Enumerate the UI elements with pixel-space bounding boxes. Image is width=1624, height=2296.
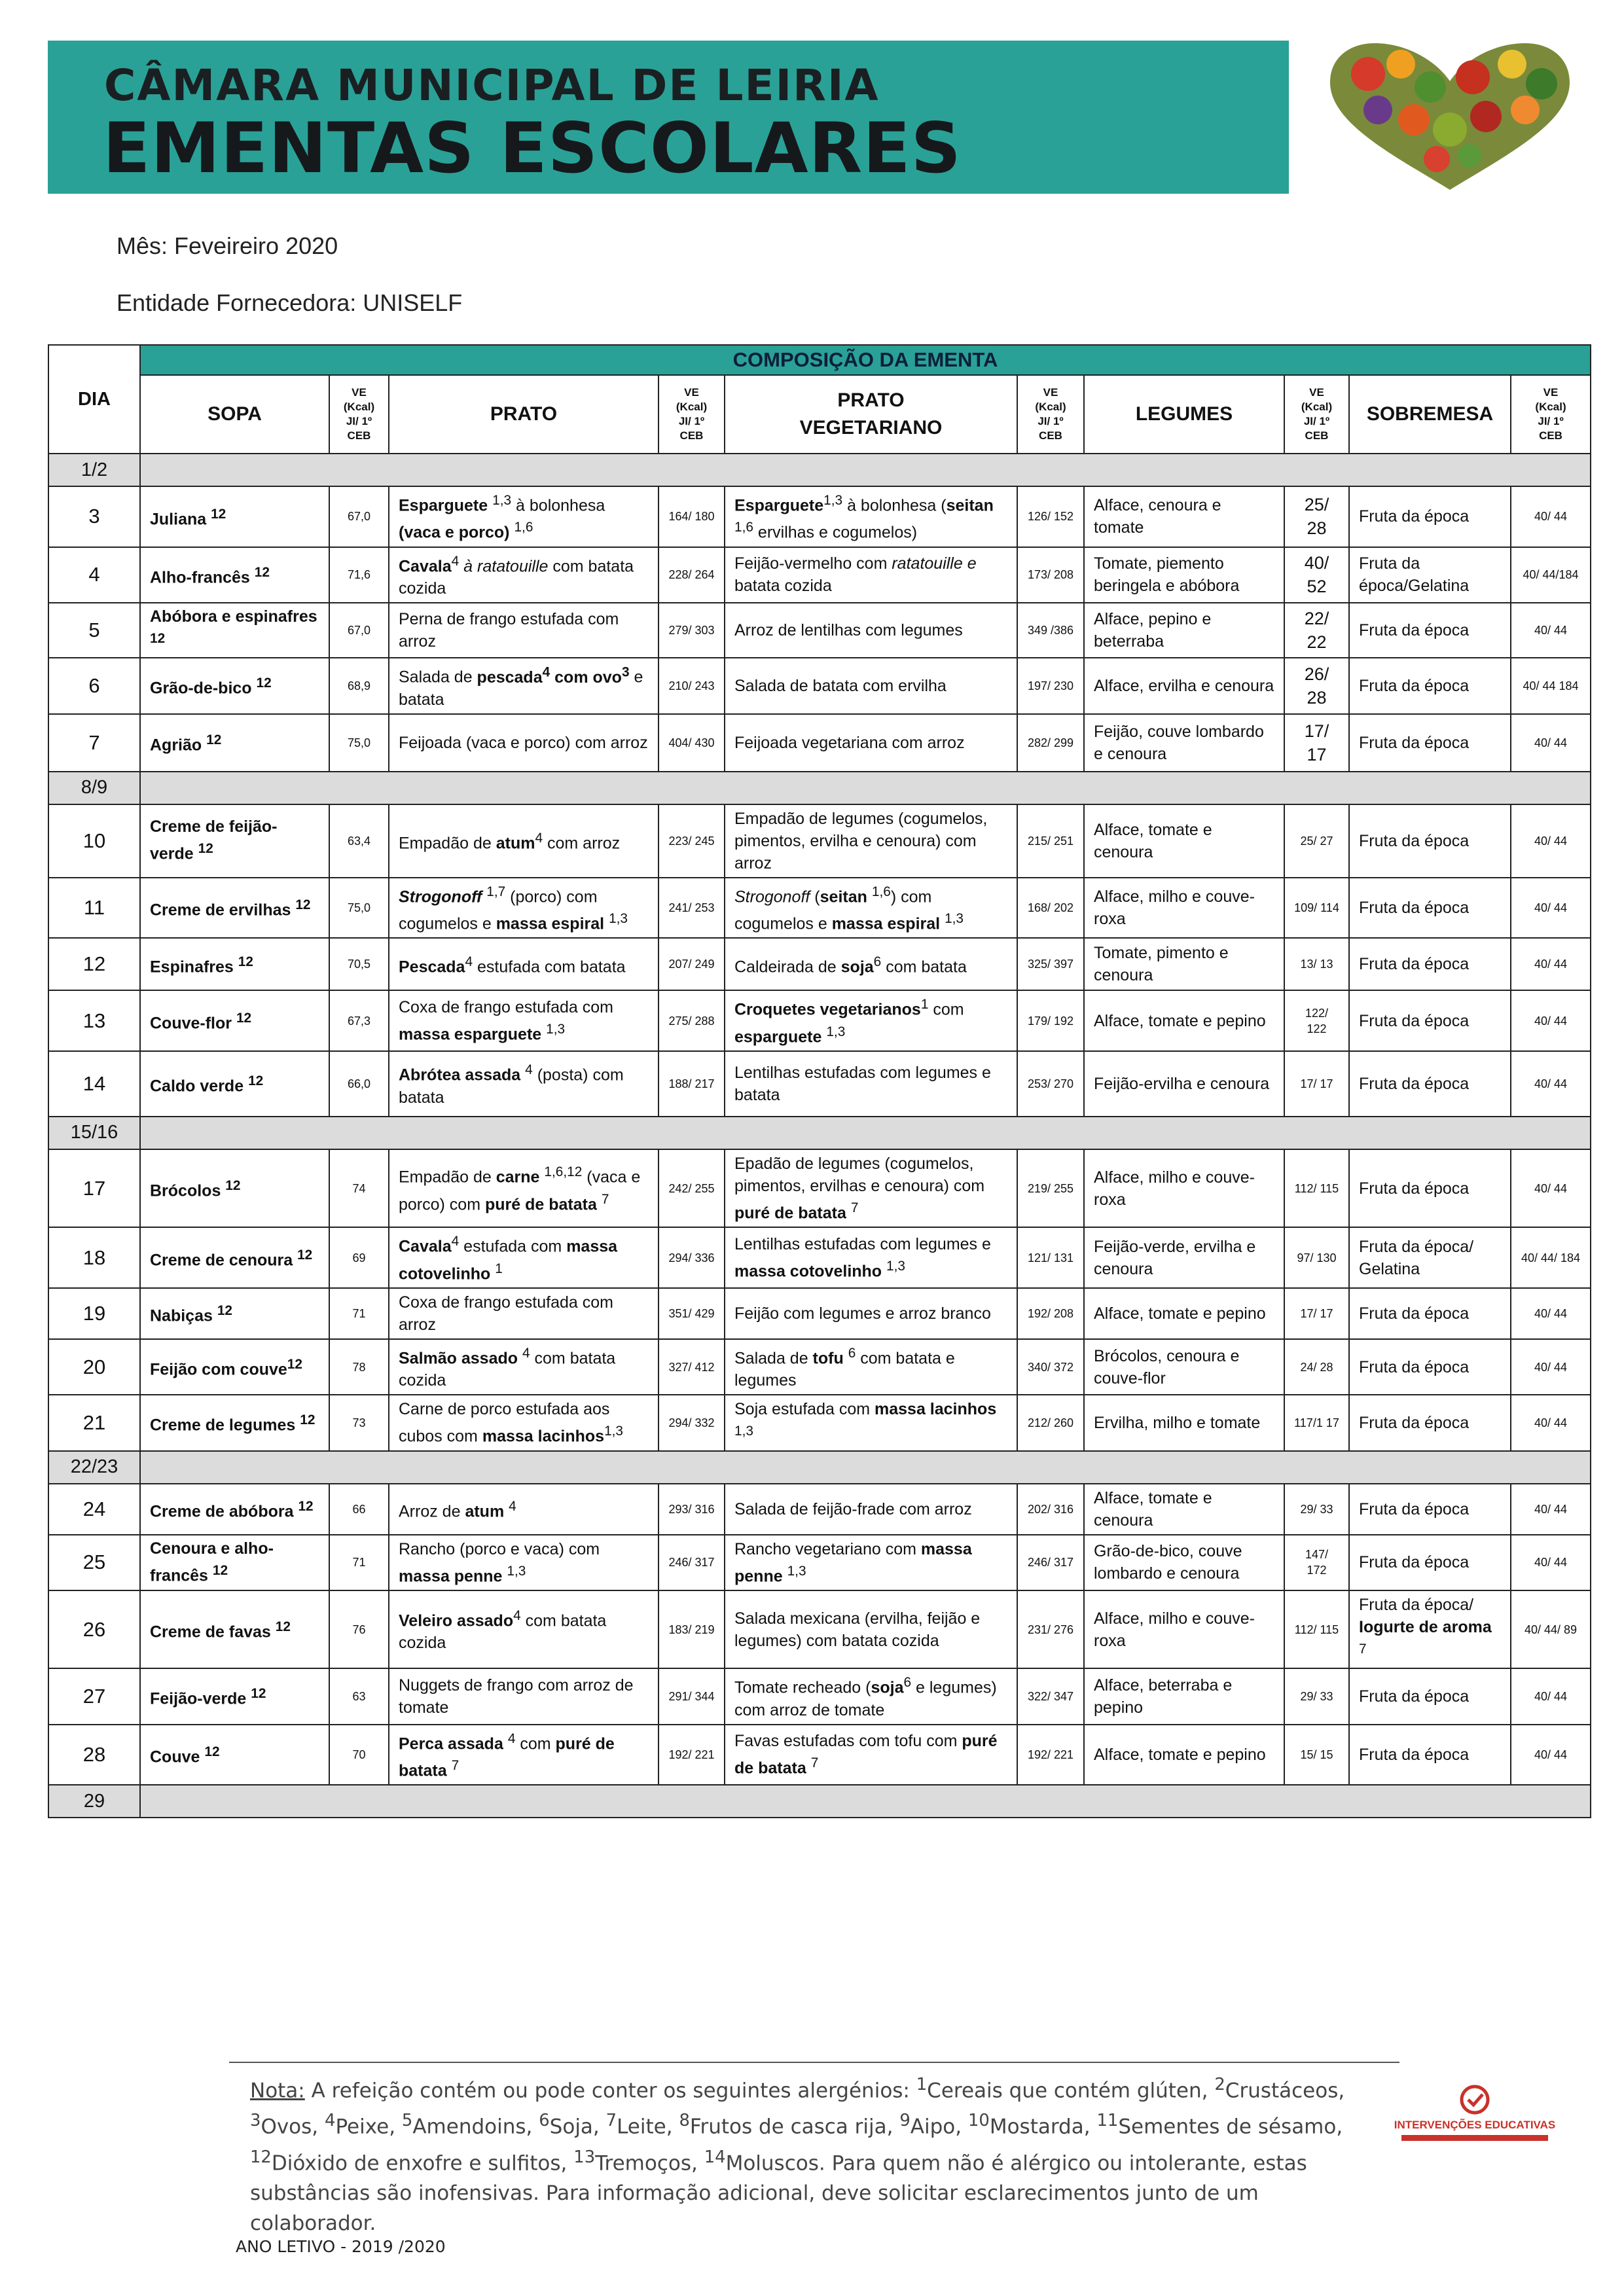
- day-cell: 6: [48, 658, 140, 713]
- sopa-kcal-cell: 63,4: [329, 804, 389, 878]
- sopa-kcal-cell: 67,3: [329, 990, 389, 1051]
- prato-kcal-cell: 404/ 430: [659, 714, 725, 772]
- vegetariano-cell: Empadão de legumes (cogumelos, pimentos, ervilha e cenoura) com arroz: [725, 804, 1017, 878]
- sobremesa-cell: Fruta da época: [1349, 1535, 1511, 1590]
- day-cell: 26: [48, 1590, 140, 1668]
- prato-kcal-cell: 291/ 344: [659, 1668, 725, 1724]
- col-sopa: SOPA: [140, 375, 329, 454]
- menu-row-day-24: [48, 1484, 1591, 1535]
- sopa-kcal-cell: 69: [329, 1227, 389, 1288]
- logo-text: INTERVENÇÕES EDUCATIVAS: [1394, 2119, 1556, 2131]
- legumes-cell: Alface, tomate e pepino: [1084, 990, 1284, 1051]
- sopa-kcal-cell: 76: [329, 1590, 389, 1668]
- vegetariano-kcal-cell: 212/ 260: [1017, 1395, 1084, 1450]
- sobremesa-cell: Fruta da época: [1349, 1339, 1511, 1395]
- day-cell: 24: [48, 1484, 140, 1535]
- vegetariano-kcal-cell: 179/ 192: [1017, 990, 1084, 1051]
- vegetariano-cell: Arroz de lentilhas com legumes: [725, 603, 1017, 658]
- vegetariano-cell: Croquetes vegetarianos$^1$ com esparguete $^{1,3}$: [725, 990, 1017, 1051]
- sopa-kcal-cell: 70: [329, 1725, 389, 1785]
- menu-row-day-21: [48, 1395, 1591, 1450]
- menu-row-day-5: [48, 603, 1591, 658]
- legumes-kcal-cell: 17/ 17: [1284, 1051, 1349, 1117]
- col-dia: DIA: [48, 345, 140, 454]
- page-title: EMENTAS ESCOLARES: [103, 108, 962, 188]
- composition-title: COMPOSIÇÃO DA EMENTA: [140, 345, 1591, 375]
- week-filler: [140, 454, 1591, 486]
- col-ve-sobremesa: VE (Kcal) JI/ 1º CEB: [1511, 375, 1591, 454]
- legumes-kcal-cell: 122/ 122: [1284, 990, 1349, 1051]
- legumes-cell: Brócolos, cenoura e couve-flor: [1084, 1339, 1284, 1395]
- week-label: 1/2: [48, 454, 140, 486]
- menu-row-day-13: [48, 990, 1591, 1051]
- legumes-cell: Alface, tomate e pepino: [1084, 1288, 1284, 1339]
- sobremesa-cell: Fruta da época: [1349, 1149, 1511, 1227]
- legumes-kcal-cell: 112/ 115: [1284, 1149, 1349, 1227]
- menu-row-day-14: [48, 1051, 1591, 1117]
- week-separator-row: [48, 1785, 1591, 1818]
- legumes-cell: Alface, tomate e pepino: [1084, 1725, 1284, 1785]
- legumes-kcal-cell: 25/ 27: [1284, 804, 1349, 878]
- vegetariano-kcal-cell: 192/ 221: [1017, 1725, 1084, 1785]
- prato-cell: Cavala$^4$ estufada com massa cotovelinho $^1$: [389, 1227, 659, 1288]
- vegetariano-kcal-cell: 121/ 131: [1017, 1227, 1084, 1288]
- sopa-cell: Feijão-verde $^{12}$: [140, 1668, 329, 1724]
- prato-cell: Empadão de atum$^4$ com arroz: [389, 804, 659, 878]
- sopa-kcal-cell: 66,0: [329, 1051, 389, 1117]
- legumes-kcal-cell: 13/ 13: [1284, 938, 1349, 990]
- vegetariano-cell: Epadão de legumes (cogumelos, pimentos, ervilhas e cenoura) com puré de batata $^7$: [725, 1149, 1017, 1227]
- day-cell: 17: [48, 1149, 140, 1227]
- sopa-kcal-cell: 63: [329, 1668, 389, 1724]
- day-cell: 14: [48, 1051, 140, 1117]
- vegetariano-cell: Lentilhas estufadas com legumes e massa cotovelinho $^{1,3}$: [725, 1227, 1017, 1288]
- menu-row-day-26: [48, 1590, 1591, 1668]
- menu-row-day-12: [48, 938, 1591, 990]
- vegetariano-cell: Feijão-vermelho com ratatouille e batata cozida: [725, 547, 1017, 603]
- week-separator-row: [48, 1451, 1591, 1484]
- sobremesa-cell: Fruta da época: [1349, 603, 1511, 658]
- menu-row-day-11: [48, 878, 1591, 939]
- prato-kcal-cell: 188/ 217: [659, 1051, 725, 1117]
- prato-kcal-cell: 294/ 332: [659, 1395, 725, 1450]
- sopa-cell: Agrião $^{12}$: [140, 714, 329, 772]
- prato-cell: Esparguete $^{1,3}$ à bolonhesa (vaca e porco) $^{1,6}$: [389, 486, 659, 547]
- header-banner: [48, 41, 1289, 194]
- menu-row-day-3: [48, 486, 1591, 547]
- menu-row-day-4: [48, 547, 1591, 603]
- vegetariano-cell: Rancho vegetariano com massa penne $^{1,3}$: [725, 1535, 1017, 1590]
- col-prato-vegetariano: PRATO VEGETARIANO: [725, 375, 1017, 454]
- legumes-cell: Alface, milho e couve-roxa: [1084, 1590, 1284, 1668]
- vegetariano-kcal-cell: 219/ 255: [1017, 1149, 1084, 1227]
- prato-cell: Nuggets de frango com arroz de tomate: [389, 1668, 659, 1724]
- vegetariano-kcal-cell: 202/ 316: [1017, 1484, 1084, 1535]
- prato-kcal-cell: 192/ 221: [659, 1725, 725, 1785]
- sopa-cell: Creme de feijão-verde $^{12}$: [140, 804, 329, 878]
- vegetariano-kcal-cell: 126/ 152: [1017, 486, 1084, 547]
- menu-table: [48, 344, 1591, 1818]
- sopa-kcal-cell: 68,9: [329, 658, 389, 713]
- day-cell: 3: [48, 486, 140, 547]
- prato-cell: Abrótea assada $^4$ (posta) com batata: [389, 1051, 659, 1117]
- legumes-kcal-cell: 147/ 172: [1284, 1535, 1349, 1590]
- week-filler: [140, 1785, 1591, 1818]
- sobremesa-kcal-cell: 40/ 44/ 184: [1511, 1227, 1591, 1288]
- menu-row-day-20: [48, 1339, 1591, 1395]
- sobremesa-kcal-cell: 40/ 44: [1511, 714, 1591, 772]
- prato-cell: Arroz de atum $^4$: [389, 1484, 659, 1535]
- legumes-kcal-cell: 22/ 22: [1284, 603, 1349, 658]
- prato-kcal-cell: 246/ 317: [659, 1535, 725, 1590]
- prato-kcal-cell: 279/ 303: [659, 603, 725, 658]
- vegetable-heart-image: [1316, 38, 1584, 195]
- prato-cell: Salada de pescada$^4$ com ovo$^3$ e batata: [389, 658, 659, 713]
- sobremesa-cell: Fruta da época: [1349, 1484, 1511, 1535]
- school-year: ANO LETIVO - 2019 /2020: [236, 2237, 446, 2256]
- sopa-kcal-cell: 75,0: [329, 878, 389, 939]
- sobremesa-kcal-cell: 40/ 44: [1511, 1288, 1591, 1339]
- allergen-note: Nota: A refeição contém ou pode conter os seguintes alergénios: $^1$Cereais que contém glúten, $^2$Crustáceos, $^3$Ovos, $^4$Peixe, $^5$Amendoins, $^6$Soja, $^7$Leite, $^8$Frutos de casca rija, $^9$Aipo, $^{10}$Mostarda, $^{11}$Sementes de sésamo, $^{12}$Dióxido de enxofre e sulfitos, $^{13}$Tremoços, $^{14}$Moluscos. Para quem não é alérgico ou intolerante, estas substâncias são inofensivas. Para informação adicional, deve solicitar esclarecimentos junto de um colaborador.: [250, 2075, 1345, 2235]
- sobremesa-cell: Fruta da época: [1349, 878, 1511, 939]
- prato-cell: Coxa de frango estufada com massa esparguete $^{1,3}$: [389, 990, 659, 1051]
- prato-cell: Pescada$^4$ estufada com batata: [389, 938, 659, 990]
- legumes-cell: Alface, beterraba e pepino: [1084, 1668, 1284, 1724]
- day-cell: 20: [48, 1339, 140, 1395]
- sobremesa-kcal-cell: 40/ 44: [1511, 878, 1591, 939]
- legumes-kcal-cell: 40/ 52: [1284, 547, 1349, 603]
- legumes-cell: Feijão, couve lombardo e cenoura: [1084, 714, 1284, 772]
- legumes-kcal-cell: 29/ 33: [1284, 1484, 1349, 1535]
- sopa-cell: Creme de abóbora $^{12}$: [140, 1484, 329, 1535]
- sobremesa-kcal-cell: 40/ 44: [1511, 1725, 1591, 1785]
- day-cell: 12: [48, 938, 140, 990]
- col-ve-vegetariano: VE (Kcal) JI/ 1º CEB: [1017, 375, 1084, 454]
- sobremesa-kcal-cell: 40/ 44 184: [1511, 658, 1591, 713]
- day-cell: 11: [48, 878, 140, 939]
- sobremesa-kcal-cell: 40/ 44: [1511, 1535, 1591, 1590]
- sopa-kcal-cell: 70,5: [329, 938, 389, 990]
- sobremesa-cell: Fruta da época: [1349, 990, 1511, 1051]
- week-label: 15/16: [48, 1117, 140, 1149]
- week-filler: [140, 1117, 1591, 1149]
- sobremesa-cell: Fruta da época: [1349, 938, 1511, 990]
- vegetariano-cell: Salada de feijão-frade com arroz: [725, 1484, 1017, 1535]
- sopa-cell: Creme de ervilhas $^{12}$: [140, 878, 329, 939]
- day-cell: 21: [48, 1395, 140, 1450]
- week-label: 8/9: [48, 772, 140, 804]
- day-cell: 5: [48, 603, 140, 658]
- vegetariano-cell: Feijoada vegetariana com arroz: [725, 714, 1017, 772]
- sopa-kcal-cell: 74: [329, 1149, 389, 1227]
- vegetariano-cell: Lentilhas estufadas com legumes e batata: [725, 1051, 1017, 1117]
- legumes-cell: Alface, milho e couve-roxa: [1084, 1149, 1284, 1227]
- legumes-cell: Feijão-verde, ervilha e cenoura: [1084, 1227, 1284, 1288]
- sobremesa-cell: Fruta da época: [1349, 1288, 1511, 1339]
- prato-cell: Coxa de frango estufada com arroz: [389, 1288, 659, 1339]
- prato-cell: Veleiro assado$^4$ com batata cozida: [389, 1590, 659, 1668]
- sopa-cell: Brócolos $^{12}$: [140, 1149, 329, 1227]
- prato-cell: Cavala$^4$ à ratatouille com batata cozida: [389, 547, 659, 603]
- prato-kcal-cell: 228/ 264: [659, 547, 725, 603]
- sobremesa-cell: Fruta da época: [1349, 804, 1511, 878]
- sopa-kcal-cell: 78: [329, 1339, 389, 1395]
- sopa-cell: Feijão com couve$^{12}$: [140, 1339, 329, 1395]
- sopa-kcal-cell: 67,0: [329, 486, 389, 547]
- legumes-kcal-cell: 97/ 130: [1284, 1227, 1349, 1288]
- vegetariano-cell: Strogonoff (seitan $^{1,6}$) com cogumelos e massa espiral $^{1,3}$: [725, 878, 1017, 939]
- prato-cell: Empadão de carne $^{1,6,12}$ (vaca e porco) com puré de batata $^7$: [389, 1149, 659, 1227]
- menu-row-day-7: [48, 714, 1591, 772]
- vegetariano-kcal-cell: 322/ 347: [1017, 1668, 1084, 1724]
- vegetariano-cell: Salada mexicana (ervilha, feijão e legumes) com batata cozida: [725, 1590, 1017, 1668]
- sopa-kcal-cell: 75,0: [329, 714, 389, 772]
- sopa-kcal-cell: 71: [329, 1535, 389, 1590]
- day-cell: 18: [48, 1227, 140, 1288]
- prato-cell: Salmão assado $^4$ com batata cozida: [389, 1339, 659, 1395]
- sopa-kcal-cell: 66: [329, 1484, 389, 1535]
- sobremesa-cell: Fruta da época: [1349, 714, 1511, 772]
- sobremesa-kcal-cell: 40/ 44: [1511, 1484, 1591, 1535]
- sobremesa-cell: Fruta da época: [1349, 486, 1511, 547]
- sopa-cell: Alho-francês $^{12}$: [140, 547, 329, 603]
- week-label: 29: [48, 1785, 140, 1818]
- sopa-cell: Creme de cenoura $^{12}$: [140, 1227, 329, 1288]
- vegetariano-kcal-cell: 215/ 251: [1017, 804, 1084, 878]
- sobremesa-kcal-cell: 40/ 44: [1511, 990, 1591, 1051]
- intervencoes-educativas-logo: [1390, 2083, 1560, 2145]
- prato-kcal-cell: 293/ 316: [659, 1484, 725, 1535]
- legumes-kcal-cell: 117/1 17: [1284, 1395, 1349, 1450]
- week-separator-row: [48, 772, 1591, 804]
- week-label: 22/23: [48, 1451, 140, 1484]
- sobremesa-kcal-cell: 40/ 44: [1511, 938, 1591, 990]
- vegetariano-cell: Soja estufada com massa lacinhos $^{1,3}$: [725, 1395, 1017, 1450]
- prato-kcal-cell: 275/ 288: [659, 990, 725, 1051]
- prato-cell: Perna de frango estufada com arroz: [389, 603, 659, 658]
- vegetariano-kcal-cell: 325/ 397: [1017, 938, 1084, 990]
- col-legumes: LEGUMES: [1084, 375, 1284, 454]
- day-cell: 10: [48, 804, 140, 878]
- prato-kcal-cell: 207/ 249: [659, 938, 725, 990]
- sobremesa-cell: Fruta da época: [1349, 1395, 1511, 1450]
- sopa-kcal-cell: 73: [329, 1395, 389, 1450]
- day-cell: 28: [48, 1725, 140, 1785]
- sobremesa-kcal-cell: 40/ 44: [1511, 1668, 1591, 1724]
- legumes-cell: Ervilha, milho e tomate: [1084, 1395, 1284, 1450]
- legumes-kcal-cell: 17/ 17: [1284, 714, 1349, 772]
- week-filler: [140, 1451, 1591, 1484]
- sobremesa-kcal-cell: 40/ 44: [1511, 1395, 1591, 1450]
- legumes-cell: Feijão-ervilha e cenoura: [1084, 1051, 1284, 1117]
- vegetariano-cell: Caldeirada de soja$^6$ com batata: [725, 938, 1017, 990]
- legumes-kcal-cell: 29/ 33: [1284, 1668, 1349, 1724]
- sopa-cell: Nabiças $^{12}$: [140, 1288, 329, 1339]
- legumes-cell: Alface, tomate e cenoura: [1084, 804, 1284, 878]
- day-cell: 25: [48, 1535, 140, 1590]
- legumes-kcal-cell: 15/ 15: [1284, 1725, 1349, 1785]
- sobremesa-kcal-cell: 40/ 44: [1511, 603, 1591, 658]
- prato-kcal-cell: 223/ 245: [659, 804, 725, 878]
- sobremesa-kcal-cell: 40/ 44/ 89: [1511, 1590, 1591, 1668]
- sopa-kcal-cell: 67,0: [329, 603, 389, 658]
- vegetariano-kcal-cell: 168/ 202: [1017, 878, 1084, 939]
- vegetariano-kcal-cell: 246/ 317: [1017, 1535, 1084, 1590]
- sobremesa-cell: Fruta da época: [1349, 1725, 1511, 1785]
- sobremesa-kcal-cell: 40/ 44: [1511, 1339, 1591, 1395]
- sobremesa-cell: Fruta da época/ Gelatina: [1349, 1227, 1511, 1288]
- vegetariano-cell: Salada de tofu $^6$ com batata e legumes: [725, 1339, 1017, 1395]
- menu-row-day-27: [48, 1668, 1591, 1724]
- menu-row-day-19: [48, 1288, 1591, 1339]
- sopa-cell: Grão-de-bico $^{12}$: [140, 658, 329, 713]
- sobremesa-kcal-cell: 40/ 44: [1511, 1149, 1591, 1227]
- prato-cell: Rancho (porco e vaca) com massa penne $^{1,3}$: [389, 1535, 659, 1590]
- legumes-cell: Alface, cenoura e tomate: [1084, 486, 1284, 547]
- legumes-kcal-cell: 109/ 114: [1284, 878, 1349, 939]
- day-cell: 13: [48, 990, 140, 1051]
- menu-body: [48, 454, 1591, 1818]
- prato-cell: Perca assada $^4$ com puré de batata $^7$: [389, 1725, 659, 1785]
- sopa-cell: Couve $^{12}$: [140, 1725, 329, 1785]
- menu-row-day-17: [48, 1149, 1591, 1227]
- col-ve-legumes: VE (Kcal) JI/ 1º CEB: [1284, 375, 1349, 454]
- vegetariano-kcal-cell: 192/ 208: [1017, 1288, 1084, 1339]
- sopa-cell: Creme de favas $^{12}$: [140, 1590, 329, 1668]
- menu-row-day-6: [48, 658, 1591, 713]
- month-label: Mês: Feveireiro 2020: [117, 232, 338, 259]
- vegetariano-kcal-cell: 231/ 276: [1017, 1590, 1084, 1668]
- week-separator-row: [48, 454, 1591, 486]
- prato-cell: Feijoada (vaca e porco) com arroz: [389, 714, 659, 772]
- sobremesa-kcal-cell: 40/ 44: [1511, 1051, 1591, 1117]
- prato-kcal-cell: 164/ 180: [659, 486, 725, 547]
- legumes-cell: Alface, milho e couve-roxa: [1084, 878, 1284, 939]
- prato-kcal-cell: 183/ 219: [659, 1590, 725, 1668]
- prato-cell: Carne de porco estufada aos cubos com massa lacinhos$^{1,3}$: [389, 1395, 659, 1450]
- col-ve-prato: VE (Kcal) JI/ 1º CEB: [659, 375, 725, 454]
- vegetariano-cell: Esparguete$^{1,3}$ à bolonhesa (seitan $^{1,6}$ ervilhas e cogumelos): [725, 486, 1017, 547]
- prato-cell: Strogonoff $^{1,7}$ (porco) com cogumelos e massa espiral $^{1,3}$: [389, 878, 659, 939]
- sobremesa-cell: Fruta da época: [1349, 1668, 1511, 1724]
- col-ve-sopa: VE (Kcal) JI/ 1º CEB: [329, 375, 389, 454]
- vegetariano-kcal-cell: 340/ 372: [1017, 1339, 1084, 1395]
- sopa-cell: Abóbora e espinafres $^{12}$: [140, 603, 329, 658]
- sobremesa-cell: Fruta da época: [1349, 658, 1511, 713]
- legumes-cell: Alface, ervilha e cenoura: [1084, 658, 1284, 713]
- week-separator-row: [48, 1117, 1591, 1149]
- legumes-cell: Tomate, piemento beringela e abóbora: [1084, 547, 1284, 603]
- sopa-cell: Creme de legumes $^{12}$: [140, 1395, 329, 1450]
- sopa-cell: Caldo verde $^{12}$: [140, 1051, 329, 1117]
- prato-kcal-cell: 210/ 243: [659, 658, 725, 713]
- legumes-cell: Alface, tomate e cenoura: [1084, 1484, 1284, 1535]
- vegetariano-cell: Tomate recheado (soja$^6$ e legumes) com arroz de tomate: [725, 1668, 1017, 1724]
- prato-kcal-cell: 351/ 429: [659, 1288, 725, 1339]
- legumes-kcal-cell: 26/ 28: [1284, 658, 1349, 713]
- sobremesa-cell: Fruta da época/ Iogurte de aroma $^7$: [1349, 1590, 1511, 1668]
- legumes-cell: Tomate, pimento e cenoura: [1084, 938, 1284, 990]
- prato-kcal-cell: 242/ 255: [659, 1149, 725, 1227]
- sopa-cell: Couve-flor $^{12}$: [140, 990, 329, 1051]
- day-cell: 7: [48, 714, 140, 772]
- prato-kcal-cell: 241/ 253: [659, 878, 725, 939]
- menu-row-day-10: [48, 804, 1591, 878]
- vegetariano-kcal-cell: 349 /386: [1017, 603, 1084, 658]
- vegetariano-kcal-cell: 282/ 299: [1017, 714, 1084, 772]
- sopa-kcal-cell: 71,6: [329, 547, 389, 603]
- prato-kcal-cell: 327/ 412: [659, 1339, 725, 1395]
- sopa-cell: Cenoura e alho-francês $^{12}$: [140, 1535, 329, 1590]
- sobremesa-cell: Fruta da época: [1349, 1051, 1511, 1117]
- legumes-cell: Grão-de-bico, couve lombardo e cenoura: [1084, 1535, 1284, 1590]
- sobremesa-kcal-cell: 40/ 44/184: [1511, 547, 1591, 603]
- menu-row-day-28: [48, 1725, 1591, 1785]
- week-filler: [140, 772, 1591, 804]
- legumes-kcal-cell: 25/ 28: [1284, 486, 1349, 547]
- col-prato: PRATO: [389, 375, 659, 454]
- menu-row-day-25: [48, 1535, 1591, 1590]
- sopa-cell: Juliana $^{12}$: [140, 486, 329, 547]
- note-divider: [229, 2062, 1399, 2063]
- day-cell: 4: [48, 547, 140, 603]
- sopa-kcal-cell: 71: [329, 1288, 389, 1339]
- supplier-label: Entidade Fornecedora: UNISELF: [117, 289, 463, 316]
- prato-kcal-cell: 294/ 336: [659, 1227, 725, 1288]
- legumes-cell: Alface, pepino e beterraba: [1084, 603, 1284, 658]
- vegetariano-cell: Feijão com legumes e arroz branco: [725, 1288, 1017, 1339]
- vegetariano-kcal-cell: 253/ 270: [1017, 1051, 1084, 1117]
- sobremesa-kcal-cell: 40/ 44: [1511, 804, 1591, 878]
- sobremesa-kcal-cell: 40/ 44: [1511, 486, 1591, 547]
- municipality-title: CÂMARA MUNICIPAL DE LEIRIA: [104, 60, 880, 111]
- legumes-kcal-cell: 24/ 28: [1284, 1339, 1349, 1395]
- day-cell: 19: [48, 1288, 140, 1339]
- legumes-kcal-cell: 17/ 17: [1284, 1288, 1349, 1339]
- vegetariano-kcal-cell: 197/ 230: [1017, 658, 1084, 713]
- vegetariano-cell: Favas estufadas com tofu com puré de batata $^7$: [725, 1725, 1017, 1785]
- sopa-cell: Espinafres $^{12}$: [140, 938, 329, 990]
- day-cell: 27: [48, 1668, 140, 1724]
- sobremesa-cell: Fruta da época/Gelatina: [1349, 547, 1511, 603]
- menu-row-day-18: [48, 1227, 1591, 1288]
- col-sobremesa: SOBREMESA: [1349, 375, 1511, 454]
- vegetariano-kcal-cell: 173/ 208: [1017, 547, 1084, 603]
- legumes-kcal-cell: 112/ 115: [1284, 1590, 1349, 1668]
- vegetariano-cell: Salada de batata com ervilha: [725, 658, 1017, 713]
